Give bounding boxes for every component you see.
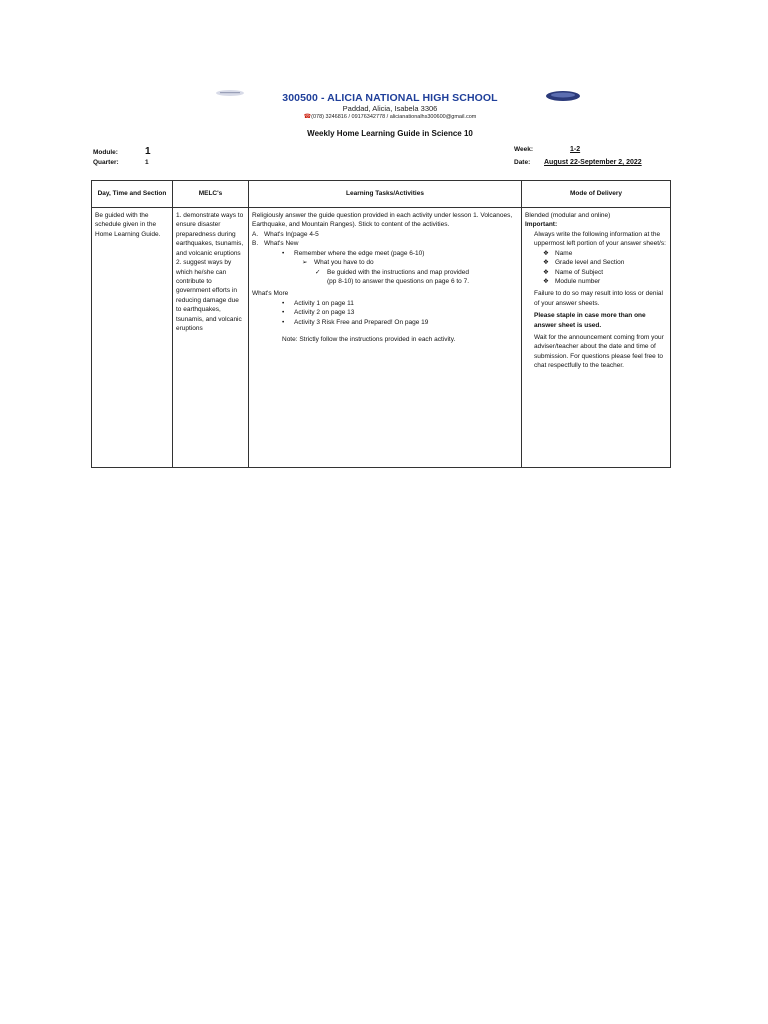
phone-icon: ☎	[303, 114, 312, 120]
task-guided-cont: (pp 8-10) to answer the questions on page 6 to 7.	[327, 277, 470, 285]
bullet-icon: •	[282, 299, 285, 307]
mode-failure: Failure to do so may result into loss or denial of your answer sheets.	[534, 290, 663, 307]
quarter-value: 1	[145, 159, 149, 166]
module-label: Module:	[93, 149, 118, 156]
diamond-bullet-icon: ❖	[543, 249, 549, 257]
mode-blended: Blended (modular and online)	[525, 212, 611, 219]
mode-item: ❖ Name	[543, 249, 573, 257]
week-info	[514, 146, 580, 153]
learning-guide-table	[91, 180, 671, 468]
guide-title: Weekly Home Learning Guide in Science 10	[307, 129, 473, 138]
table-row	[92, 208, 671, 468]
day-time-cell	[92, 208, 173, 468]
header-melc: MELC's	[173, 181, 249, 208]
task-guided: ✓ Be guided with the instructions and map provided	[315, 268, 470, 276]
mode-item: ❖ Module number	[543, 277, 601, 285]
date-value: August 22-September 2, 2022	[544, 159, 642, 166]
diamond-bullet-icon: ❖	[543, 268, 549, 276]
task-what-you-do: ➢ What you have to do	[302, 259, 374, 267]
task-b: B. What's New	[252, 240, 299, 248]
mode-item: ❖ Grade level and Section	[543, 259, 625, 267]
activity-item: • Activity 1 on page 11	[282, 299, 354, 307]
week-label: Week:	[514, 146, 534, 153]
activity-item: • Activity 2 on page 13	[282, 309, 355, 317]
tasks-note: Note: Strictly follow the instructions provided in each activity.	[282, 336, 456, 344]
mode-wait: Wait for the announcement coming from your adviser/teacher about the date and time of submission. For questions please feel free to chat respectfully to the teacher.	[534, 334, 664, 370]
whats-more: What's More	[252, 290, 289, 298]
module-info	[93, 146, 151, 157]
mode-staple: Please staple in case more than one answer sheet is used.	[534, 312, 646, 329]
header-day-time: Day, Time and Section	[92, 181, 173, 208]
table-header-row	[92, 181, 671, 208]
mode-item: ❖ Name of Subject	[543, 268, 604, 276]
school-address: Paddad, Alicia, Isabela 3306	[342, 104, 438, 113]
bullet-icon: •	[282, 309, 285, 317]
school-contact	[230, 113, 550, 120]
activity-item: • Activity 3 Risk Free and Prepared! On page 19	[282, 318, 429, 326]
quarter-label: Quarter:	[93, 159, 119, 166]
checkmark-icon: ✓	[315, 268, 321, 276]
arrow-icon: ➢	[302, 259, 308, 267]
school-name: 300500 - ALICIA NATIONAL HIGH SCHOOL	[282, 92, 498, 104]
mode-always: Always write the following information at the uppermost left portion of your answer sheet/s:	[534, 230, 666, 248]
melc-cell	[173, 208, 249, 468]
diamond-bullet-icon: ❖	[543, 277, 549, 285]
task-a: A. What's In(page 4-5	[252, 230, 319, 238]
header-mode: Mode of Delivery	[522, 181, 671, 208]
day-time-text: Be guided with the schedule given in the Home Learning Guide.	[95, 212, 161, 238]
module-value: 1	[145, 146, 151, 157]
mode-important: Important:	[525, 221, 558, 229]
melc-text: 1. demonstrate ways to ensure disaster preparedness during earthquakes, tsunamis, and volcanic eruptions 2. suggest ways by which he/she can contribute to government efforts in reducing damage due to earthquakes, tsunamis, and volcanic eruptions	[176, 212, 244, 333]
diamond-bullet-icon: ❖	[543, 259, 549, 267]
bullet-icon: •	[282, 318, 285, 326]
week-value: 1-2	[570, 146, 581, 153]
date-label: Date:	[514, 159, 531, 166]
tasks-intro: Religiously answer the guide question provided in each activity under lesson 1. Volcanoes, Earthquake, and Mountain Ranges). Stick to content of the activities.	[252, 212, 513, 229]
date-info	[514, 159, 642, 166]
tasks-cell	[249, 208, 522, 468]
bullet-icon: •	[282, 249, 285, 257]
contact-text: (078) 3246816 / 09176342778 / alicianationalhs300600@gmail.com	[311, 114, 477, 120]
header-tasks: Learning Tasks/Activities	[249, 181, 522, 208]
task-remember: • Remember where the edge meet (page 6-10)	[282, 249, 425, 257]
mode-cell	[522, 208, 671, 468]
deped-logo-right-icon	[545, 90, 581, 102]
quarter-info	[93, 159, 149, 166]
